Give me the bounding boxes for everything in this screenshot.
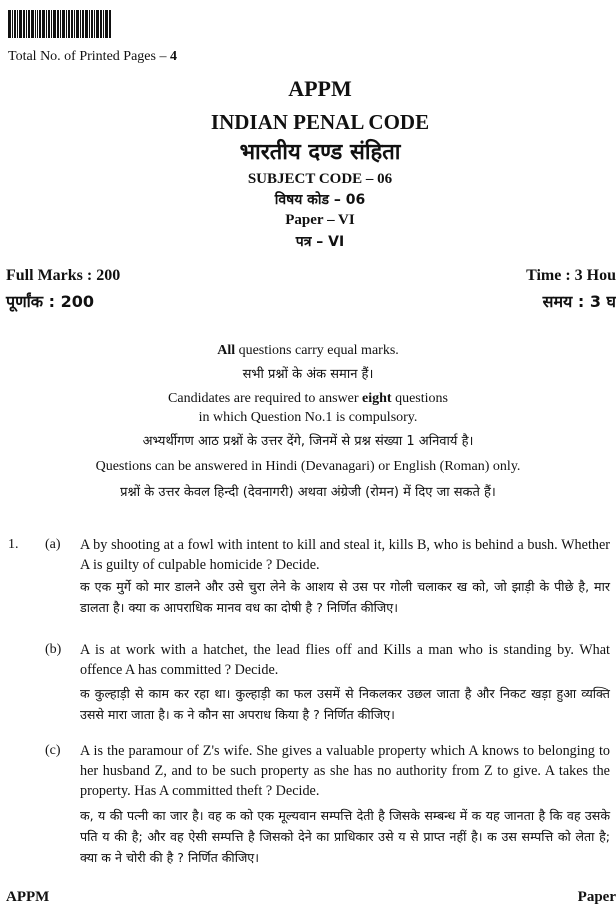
instruction-equal-marks	[0, 343, 616, 359]
subject-code-en: SUBJECT CODE – 06	[247, 171, 393, 187]
footer-exam-code: APPM	[6, 889, 50, 905]
time-en: Time : 3 Hou	[526, 267, 616, 284]
printed-pages-count: 4	[169, 49, 177, 64]
time-hi: समय : 3 घ	[542, 292, 616, 311]
full-marks-hi: पूर्णांक : 200	[6, 292, 95, 311]
instruction-equal-marks-rest: questions carry equal marks.	[235, 343, 399, 358]
barcode	[8, 10, 142, 38]
part-a-text-hi: क एक मुर्गे को मार डालने और उसे चुरा लेने के आशय से उस पर गोली चलाकर ख को, जो झाड़ी के पीछे है, मार डालता है। क्या क आपराधिक मानव वध का दोषी है ? निर्णित कीजिए।	[80, 579, 610, 615]
printed-pages-line	[8, 49, 177, 65]
instruction-compulsory-hi: अभ्यर्थीगण आठ प्रश्नों के उत्तर देंगे, जिनमें से प्रश्न संख्या 1 अनिवार्य है।	[142, 434, 474, 449]
instruction-compulsory: in which Question No.1 is compulsory.	[198, 410, 418, 425]
instruction-answer-count-b: questions	[391, 391, 448, 406]
subject-title-en: INDIAN PENAL CODE	[210, 110, 430, 134]
paper-number-hi: पत्र – VI	[295, 234, 345, 250]
part-b-text-en: A is at work with a hatchet, the lead flies off and Kills a man who is standing by. What offence A has committed ? Decide.	[80, 642, 610, 678]
part-b-text-hi: क कुल्हाड़ी से काम कर रहा था। कुल्हाड़ी का फल उसमें से निकलकर उछल जाता है और निकट खड़ा हुआ व्यक्ति उससे मारा जाता है। क ने कौन सा अपराध किया है ? निर्णित कीजिए।	[80, 686, 610, 722]
exam-code-title: APPM	[288, 76, 352, 101]
footer-paper: Paper	[577, 889, 616, 905]
instruction-answer-count-a: Candidates are required to answer	[168, 391, 363, 406]
part-b-label: (b)	[45, 642, 62, 657]
paper-number-en: Paper – VI	[285, 212, 355, 228]
instruction-language: Questions can be answered in Hindi (Devanagari) or English (Roman) only.	[95, 459, 521, 474]
part-c-text-en: A is the paramour of Z's wife. She gives a valuable property which A knows to belonging to her husband Z, and to be such property as she has no authority from Z to give. A takes the property. Has A committed theft ? Decide.	[80, 743, 610, 799]
part-a-label: (a)	[45, 537, 61, 552]
question-number: 1.	[8, 537, 19, 552]
subject-code-hi: विषय कोड – 06	[274, 192, 366, 208]
part-c-label: (c)	[45, 743, 61, 758]
part-a-text-en: A by shooting at a fowl with intent to kill and steal it, kills B, who is behind a bush. Whether A is guilty of culpable homicide ? Decide.	[80, 537, 610, 573]
full-marks-en: Full Marks : 200	[6, 267, 121, 284]
printed-pages-label: Total No. of Printed Pages –	[8, 49, 170, 64]
instruction-all-bold: All	[217, 343, 236, 358]
instruction-language-hi: प्रश्नों के उत्तर केवल हिन्दी (देवनागरी) अथवा अंग्रेजी (रोमन) में दिए जा सकते हैं।	[120, 485, 496, 500]
part-c-text-hi: क, य की पत्नी का जार है। वह क को एक मूल्यवान सम्पत्ति देती है जिसके सम्बन्ध में क यह जानता है कि वह उसके पति य की है; और वह ऐसी सम्पत्ति है जिसको देने का प्राधिकार उसे य से प्राप्त नहीं है। क उस सम्पत्ति को लेता है; क्या क ने चोरी की है ? निर्णित कीजिए।	[80, 808, 610, 865]
instruction-equal-marks-hi: सभी प्रश्नों के अंक समान हैं।	[242, 367, 374, 382]
subject-title-hi: भारतीय दण्ड संहिता	[239, 140, 401, 165]
instruction-eight-bold: eight	[362, 391, 392, 406]
instruction-answer-count	[0, 391, 616, 407]
